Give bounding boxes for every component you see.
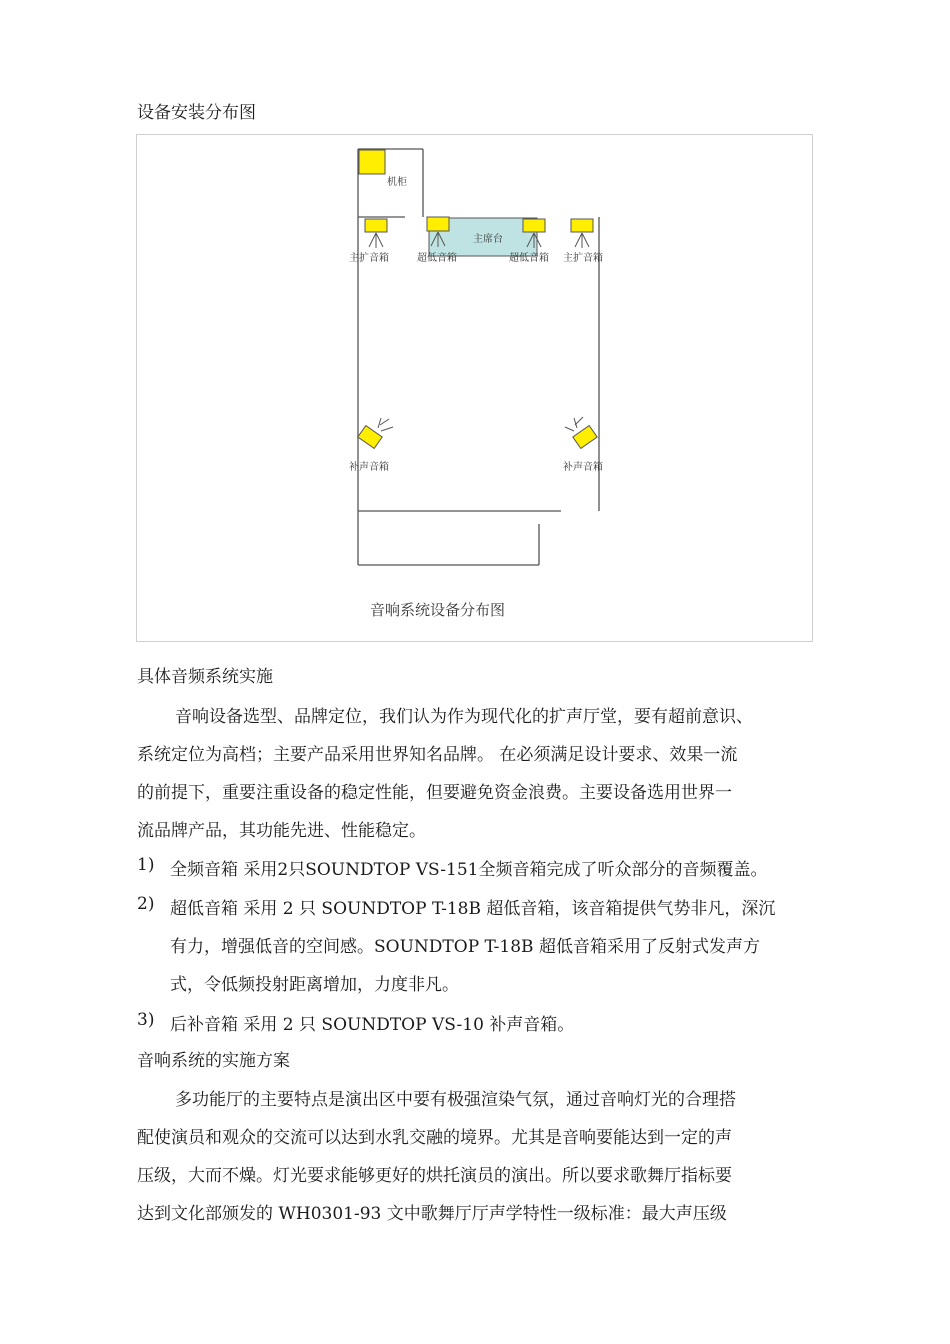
- para2-line: 多功能厅的主要特点是演出区中要有极强渲染气氛，通过音响灯光的合理搭: [175, 1090, 736, 1110]
- list-item-line: 式，令低频投射距离增加，力度非凡。: [170, 975, 459, 995]
- list-number: 1): [137, 855, 155, 875]
- cabinet-label: 机柜: [387, 177, 407, 188]
- list-item-line: 后补音箱 采用 2 只 SOUNDTOP VS-10 补声音箱。: [170, 1015, 575, 1035]
- para1-line: 系统定位为高档；主要产品采用世界知名品牌。 在必须满足设计要求、效果一流: [137, 745, 738, 765]
- stage-label: 主席台: [473, 234, 503, 245]
- main-speaker-left: [365, 219, 387, 248]
- cabinet-block: [359, 150, 385, 174]
- para1-line: 的前提下，重要注重设备的稳定性能，但要避免资金浪费。主要设备选用世界一: [137, 783, 732, 803]
- para1-line: 音响设备选型、品牌定位，我们认为作为现代化的扩声厅堂，要有超前意识、: [175, 707, 753, 727]
- figure-caption: 音响系统设备分布图: [370, 601, 506, 619]
- equipment-layout-diagram: [137, 135, 814, 643]
- main-speaker-left-label: 主扩音箱: [349, 253, 389, 264]
- para2-line: 配使演员和观众的交流可以达到水乳交融的境界。尤其是音响要能达到一定的声: [137, 1128, 732, 1148]
- list-item-line: 有力，增强低音的空间感。SOUNDTOP T-18B 超低音箱采用了反射式发声方: [170, 937, 760, 957]
- list-number: 3): [137, 1010, 155, 1030]
- sub-speaker-right-label: 超低音箱: [509, 253, 549, 264]
- list-number: 2): [137, 894, 155, 914]
- equipment-layout-figure: [136, 134, 813, 642]
- fill-speaker-left: [358, 418, 393, 448]
- heading-audio-implementation: 具体音频系统实施: [137, 667, 273, 687]
- para1-line: 流品牌产品，其功能先进、性能稳定。: [137, 821, 426, 841]
- fill-speaker-right-label: 补声音箱: [563, 462, 603, 473]
- para2-line: 达到文化部颁发的 WH0301-93 文中歌舞厅厅声学特性一级标准：最大声压级: [137, 1204, 727, 1224]
- para2-line: 压级，大而不燥。灯光要求能够更好的烘托演员的演出。所以要求歌舞厅指标要: [137, 1166, 732, 1186]
- fill-speaker-right: [565, 417, 597, 448]
- main-speaker-right: [571, 219, 593, 248]
- list-item-line: 全频音箱 采用2只SOUNDTOP VS-151全频音箱完成了听众部分的音频覆盖。: [170, 860, 768, 880]
- hall-outline: [358, 149, 599, 565]
- list-item-line: 超低音箱 采用 2 只 SOUNDTOP T-18B 超低音箱，该音箱提供气势非凡，深沉: [170, 899, 776, 919]
- heading-implementation-plan: 音响系统的实施方案: [137, 1051, 290, 1071]
- sub-speaker-left-label: 超低音箱: [417, 253, 457, 264]
- fill-speaker-left-label: 补声音箱: [349, 462, 389, 473]
- main-speaker-right-label: 主扩音箱: [563, 253, 603, 264]
- section-title: 设备安装分布图: [137, 103, 256, 123]
